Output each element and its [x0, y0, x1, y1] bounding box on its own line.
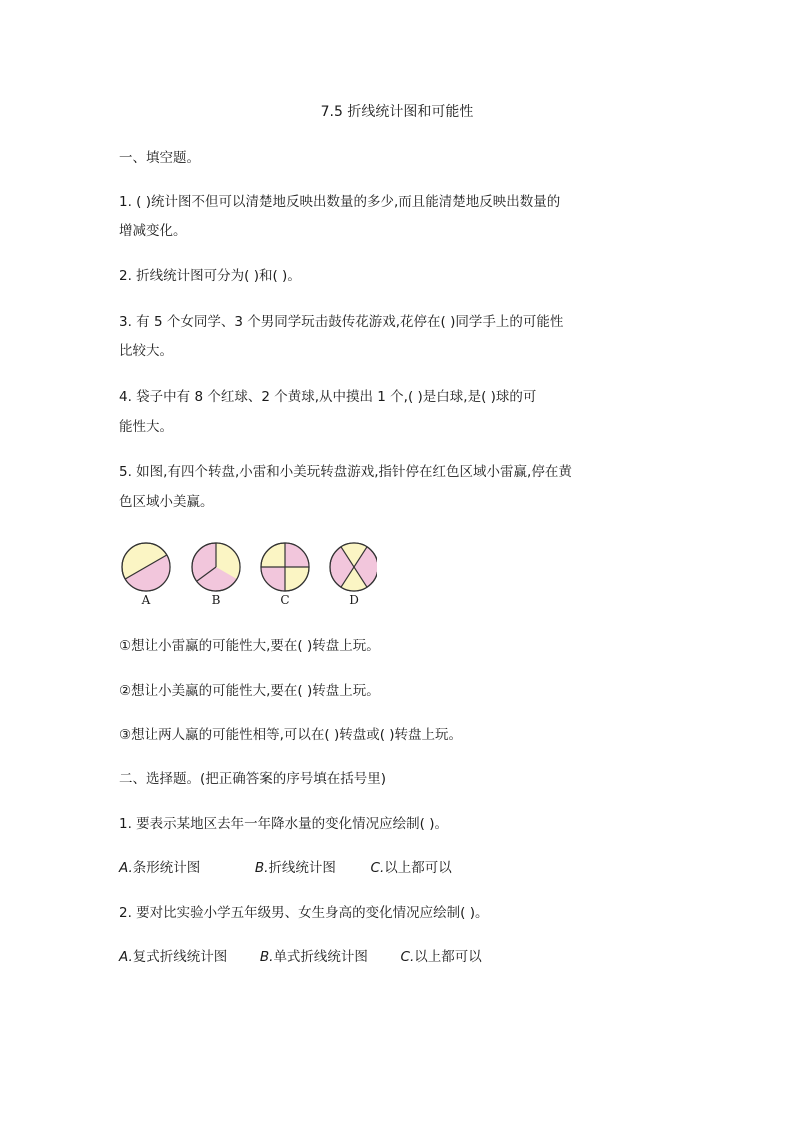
q5-line1: 5. 如图,有四个转盘,小雷和小美玩转盘游戏,指针停在红色区域小雷赢,停在黄	[119, 464, 572, 480]
option-letter: A.	[119, 949, 133, 965]
q5-sub1: ①想让小雷赢的可能性大,要在( )转盘上玩。	[119, 638, 380, 654]
spinner-svg	[117, 540, 377, 595]
q5-sub3: ③想让两人赢的可能性相等,可以在( )转盘或( )转盘上玩。	[119, 727, 463, 743]
q1-line2: 增减变化。	[119, 223, 187, 239]
spinner-d	[330, 543, 377, 591]
q3-line2: 比较大。	[119, 343, 173, 359]
option-text: 以上都可以	[414, 949, 482, 965]
section2-heading: 二、选择题。(把正确答案的序号填在括号里)	[119, 771, 387, 787]
option-text: 折线统计图	[268, 860, 336, 876]
option-text: 复式折线统计图	[132, 949, 228, 965]
section1-heading: 一、填空题。	[119, 150, 200, 166]
q2-text: 2. 折线统计图可分为( )和( )。	[119, 268, 301, 284]
s2-q2-options	[119, 947, 679, 967]
spinner-label-b: B	[211, 593, 221, 607]
option-text: 条形统计图	[132, 860, 201, 876]
q3-line1: 3. 有 5 个女同学、3 个男同学玩击鼓传花游戏,花停在( )同学手上的可能性	[119, 314, 564, 330]
option-letter: C.	[400, 949, 415, 965]
spinner-label-c: C	[280, 593, 290, 607]
s2-q1-text: 1. 要表示某地区去年一年降水量的变化情况应绘制( )。	[119, 816, 448, 832]
q5-sub2: ②想让小美赢的可能性大,要在( )转盘上玩。	[119, 683, 380, 699]
option-letter: B.	[254, 860, 269, 876]
option-text: 单式折线统计图	[273, 949, 368, 965]
q4-line1: 4. 袋子中有 8 个红球、2 个黄球,从中摸出 1 个,( )是白球,是( )球的可	[119, 389, 537, 405]
option-letter: C.	[370, 860, 385, 876]
s2-q2-text: 2. 要对比实验小学五年级男、女生身高的变化情况应绘制( )。	[119, 905, 489, 921]
q5-line2: 色区域小美赢。	[119, 494, 214, 510]
spinner-figures	[117, 540, 377, 610]
spinner-c	[261, 543, 309, 591]
option-letter: A.	[119, 860, 133, 876]
q1-line1: 1. ( )统计图不但可以清楚地反映出数量的多少,而且能清楚地反映出数量的	[119, 194, 561, 210]
s2-q1-options	[119, 858, 679, 878]
q4-line2: 能性大。	[119, 419, 173, 435]
spinner-a	[122, 543, 170, 591]
spinner-b	[192, 543, 240, 591]
option-letter: B.	[259, 949, 274, 965]
spinner-label-d: D	[349, 593, 359, 607]
spinner-label-a: A	[141, 593, 151, 607]
option-text: 以上都可以	[384, 860, 452, 876]
page-title: 7.5 折线统计图和可能性	[320, 104, 474, 120]
